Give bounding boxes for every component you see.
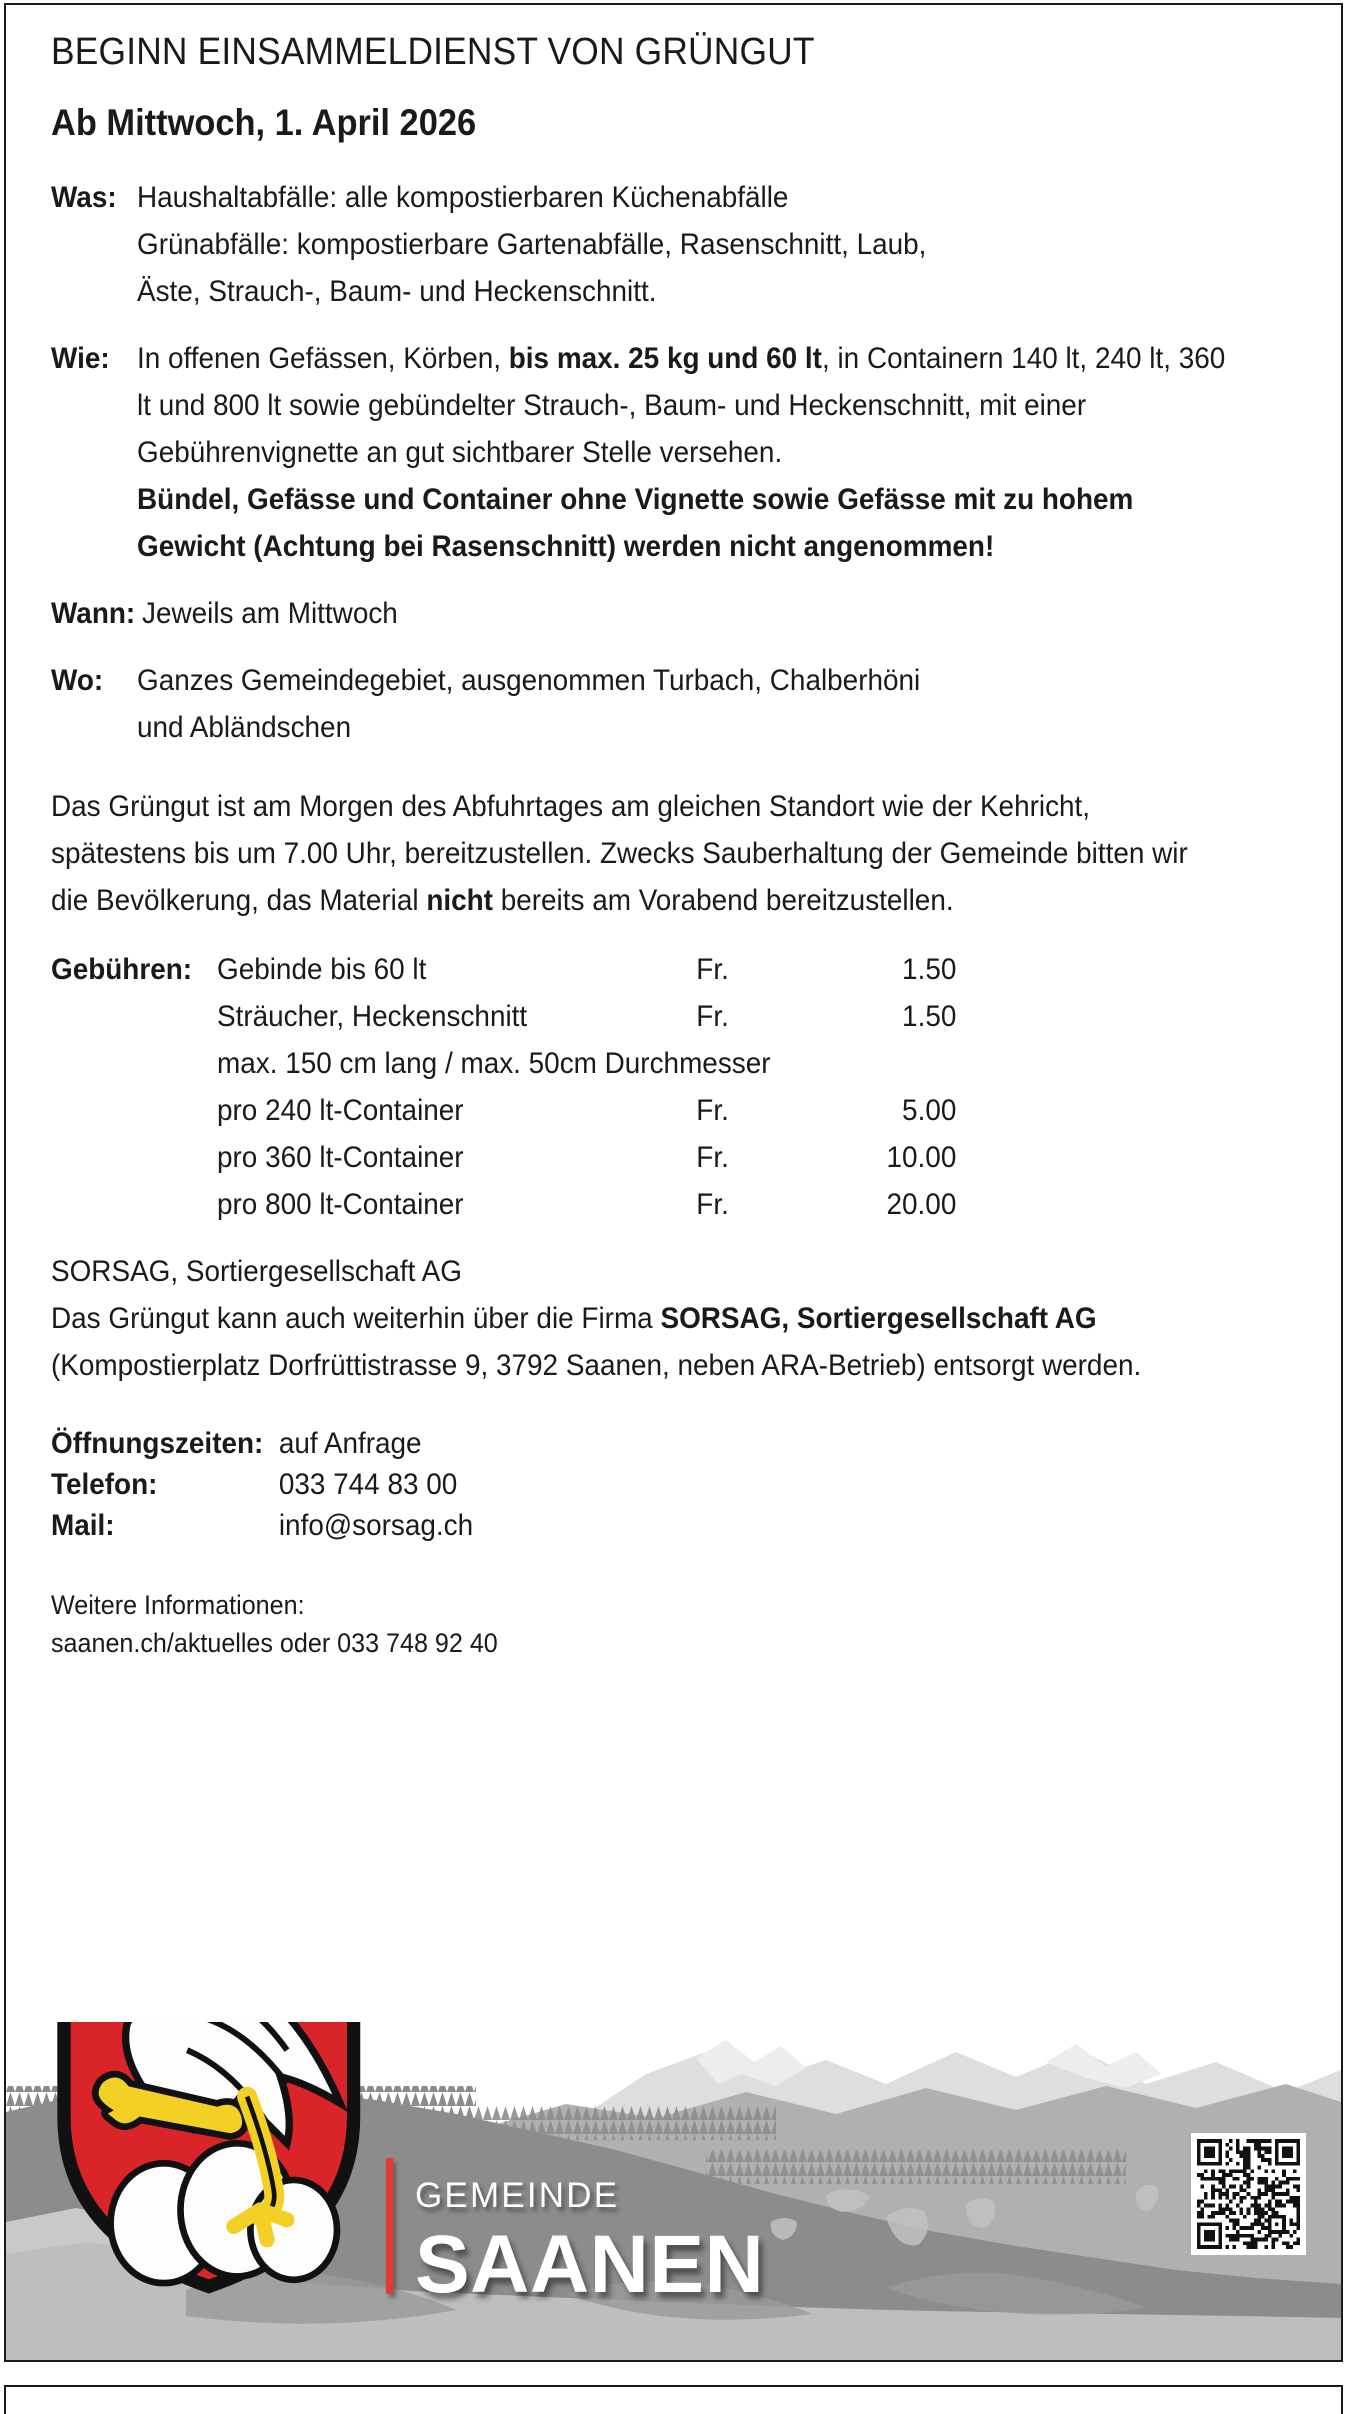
contact-block [51,1423,1228,1546]
notice-paragraph [51,783,1228,924]
sorsag-heading: SORSAG, Sortiergesellschaft AG [51,1255,462,1289]
contact-row-hours [51,1423,1228,1464]
page-bottom-strip [4,2385,1343,2414]
table-row [217,1040,956,1087]
further-info-label: Weitere Informationen: [51,1590,305,1621]
fee-currency: Fr. [696,953,729,987]
contact-key: Telefon: [51,1468,158,1502]
wie-text-part1: In offenen Gefässen, Körben, [137,342,509,376]
fee-desc: Gebinde bis 60 lt [217,953,427,987]
was-line-1: Haushaltabfälle: alle kompostierbaren Küchenabfälle [137,181,789,215]
further-info [51,1586,1228,1662]
page-title: BEGINN EINSAMMELDIENST VON GRÜNGUT [51,31,815,73]
section-gebuehren [51,946,1317,1228]
label-wo: Wo: [51,664,104,698]
logo-top-word: GEMEINDE [414,2175,620,2215]
fee-currency: Fr. [696,1188,729,1222]
contact-value[interactable]: info@sorsag.ch [278,1509,474,1543]
logo-wordmark [414,2175,765,2310]
wie-text-part2: , in Containern 140 lt, 240 lt, 360 lt und 800 lt sowie gebündelter Strauch-, Baum- und Heckenschnitt, mit einer Gebührenvignette an gut sichtbarer Stelle versehen. [137,342,1226,470]
wo-body [137,657,1234,751]
sorsag-part1: Das Grüngut kann auch weiterhin über die Firma [51,1302,661,1336]
was-body [137,174,1234,315]
table-row [217,1087,956,1134]
fee-desc: pro 240 lt-Container [217,1094,464,1128]
notice-part1: Das Grüngut ist am Morgen des Abfuhrtages am gleichen Standort wie der Kehricht, spätestens bis um 7.00 Uhr, bereitzustellen. Zwecks Sauberhaltung der Gemeinde bitten wir die Bevölkerung, das Material [51,790,1188,918]
table-row [217,1134,956,1181]
section-wo [51,657,1317,751]
contact-row-phone [51,1464,1228,1505]
wie-text-bold: bis max. 25 kg und 60 lt [508,342,822,376]
gemeinde-saanen-logo [54,2022,765,2310]
fee-amount: 5.00 [902,1094,957,1128]
table-row [217,1181,956,1228]
sorsag-part2: (Kompostierplatz Dorfrüttistrasse 9, 3792 Saanen, neben ARA-Betrieb) entsorgt werden. [51,1349,1142,1383]
wie-warning: Bündel, Gefässe und Container ohne Vignette sowie Gefässe mit zu hohem Gewicht (Achtung bei Rasenschnitt) werden nicht angenommen! [137,483,1134,564]
section-wann [51,590,1317,637]
footer-banner [6,2022,1341,2360]
was-line-2: Grünabfälle: kompostierbare Gartenabfälle, Rasenschnitt, Laub, [137,228,927,262]
section-was [51,174,1317,315]
fee-amount: 10.00 [886,1141,957,1175]
table-row [217,946,956,993]
fee-desc: pro 800 lt-Container [217,1188,464,1222]
qr-code-canvas [1197,2139,1300,2249]
contact-value: auf Anfrage [278,1427,422,1461]
sorsag-bold: SORSAG, Sortiergesellschaft AG [660,1302,1097,1336]
label-wann: Wann: [51,597,136,631]
spacer [51,1546,1317,1586]
poster-frame [4,3,1343,2362]
page-subtitle: Ab Mittwoch, 1. April 2026 [51,101,477,143]
notice-bold: nicht [426,884,493,918]
section-wie [51,335,1317,570]
further-info-value[interactable]: saanen.ch/aktuelles oder 033 748 92 40 [51,1628,498,1659]
contact-key: Mail: [51,1509,115,1543]
fee-currency: Fr. [696,1000,729,1034]
contact-value[interactable]: 033 744 83 00 [278,1468,458,1502]
spacer [51,1411,1317,1423]
fee-desc: pro 360 lt-Container [217,1141,464,1175]
fee-amount: 1.50 [902,953,957,987]
label-gebuehren: Gebühren: [51,953,193,987]
fee-table-body [217,946,956,1228]
logo-main-word: SAANEN [414,2218,765,2310]
was-line-3: Äste, Strauch-, Baum- und Heckenschnitt. [137,275,657,309]
poster-content [6,5,1341,1662]
label-was: Was: [51,181,117,215]
logo-accent-bar [386,2158,393,2294]
notice-part2: bereits am Vorabend bereitzustellen. [492,884,954,918]
fee-currency: Fr. [696,1141,729,1175]
wo-line-1: Ganzes Gemeindegebiet, ausgenommen Turbach, Chalberhöni [137,664,921,698]
saanen-coat-of-arms-icon [54,2022,364,2296]
label-wie: Wie: [51,342,110,376]
wie-body [137,335,1234,570]
spacer [51,771,1317,783]
fee-desc: Sträucher, Heckenschnitt [217,1000,528,1034]
fee-amount: 20.00 [886,1188,957,1222]
table-row [217,993,956,1040]
fee-desc: max. 150 cm lang / max. 50cm Durchmesser [217,1047,771,1081]
contact-key: Öffnungszeiten: [51,1427,264,1461]
wo-line-2: und Abländschen [137,711,352,745]
fee-currency: Fr. [696,1094,729,1128]
wann-value: Jeweils am Mittwoch [141,597,398,631]
sorsag-paragraph [51,1295,1228,1389]
contact-row-mail [51,1505,1228,1546]
qr-code[interactable] [1191,2133,1306,2255]
fee-table [217,946,956,1228]
fee-amount: 1.50 [902,1000,957,1034]
